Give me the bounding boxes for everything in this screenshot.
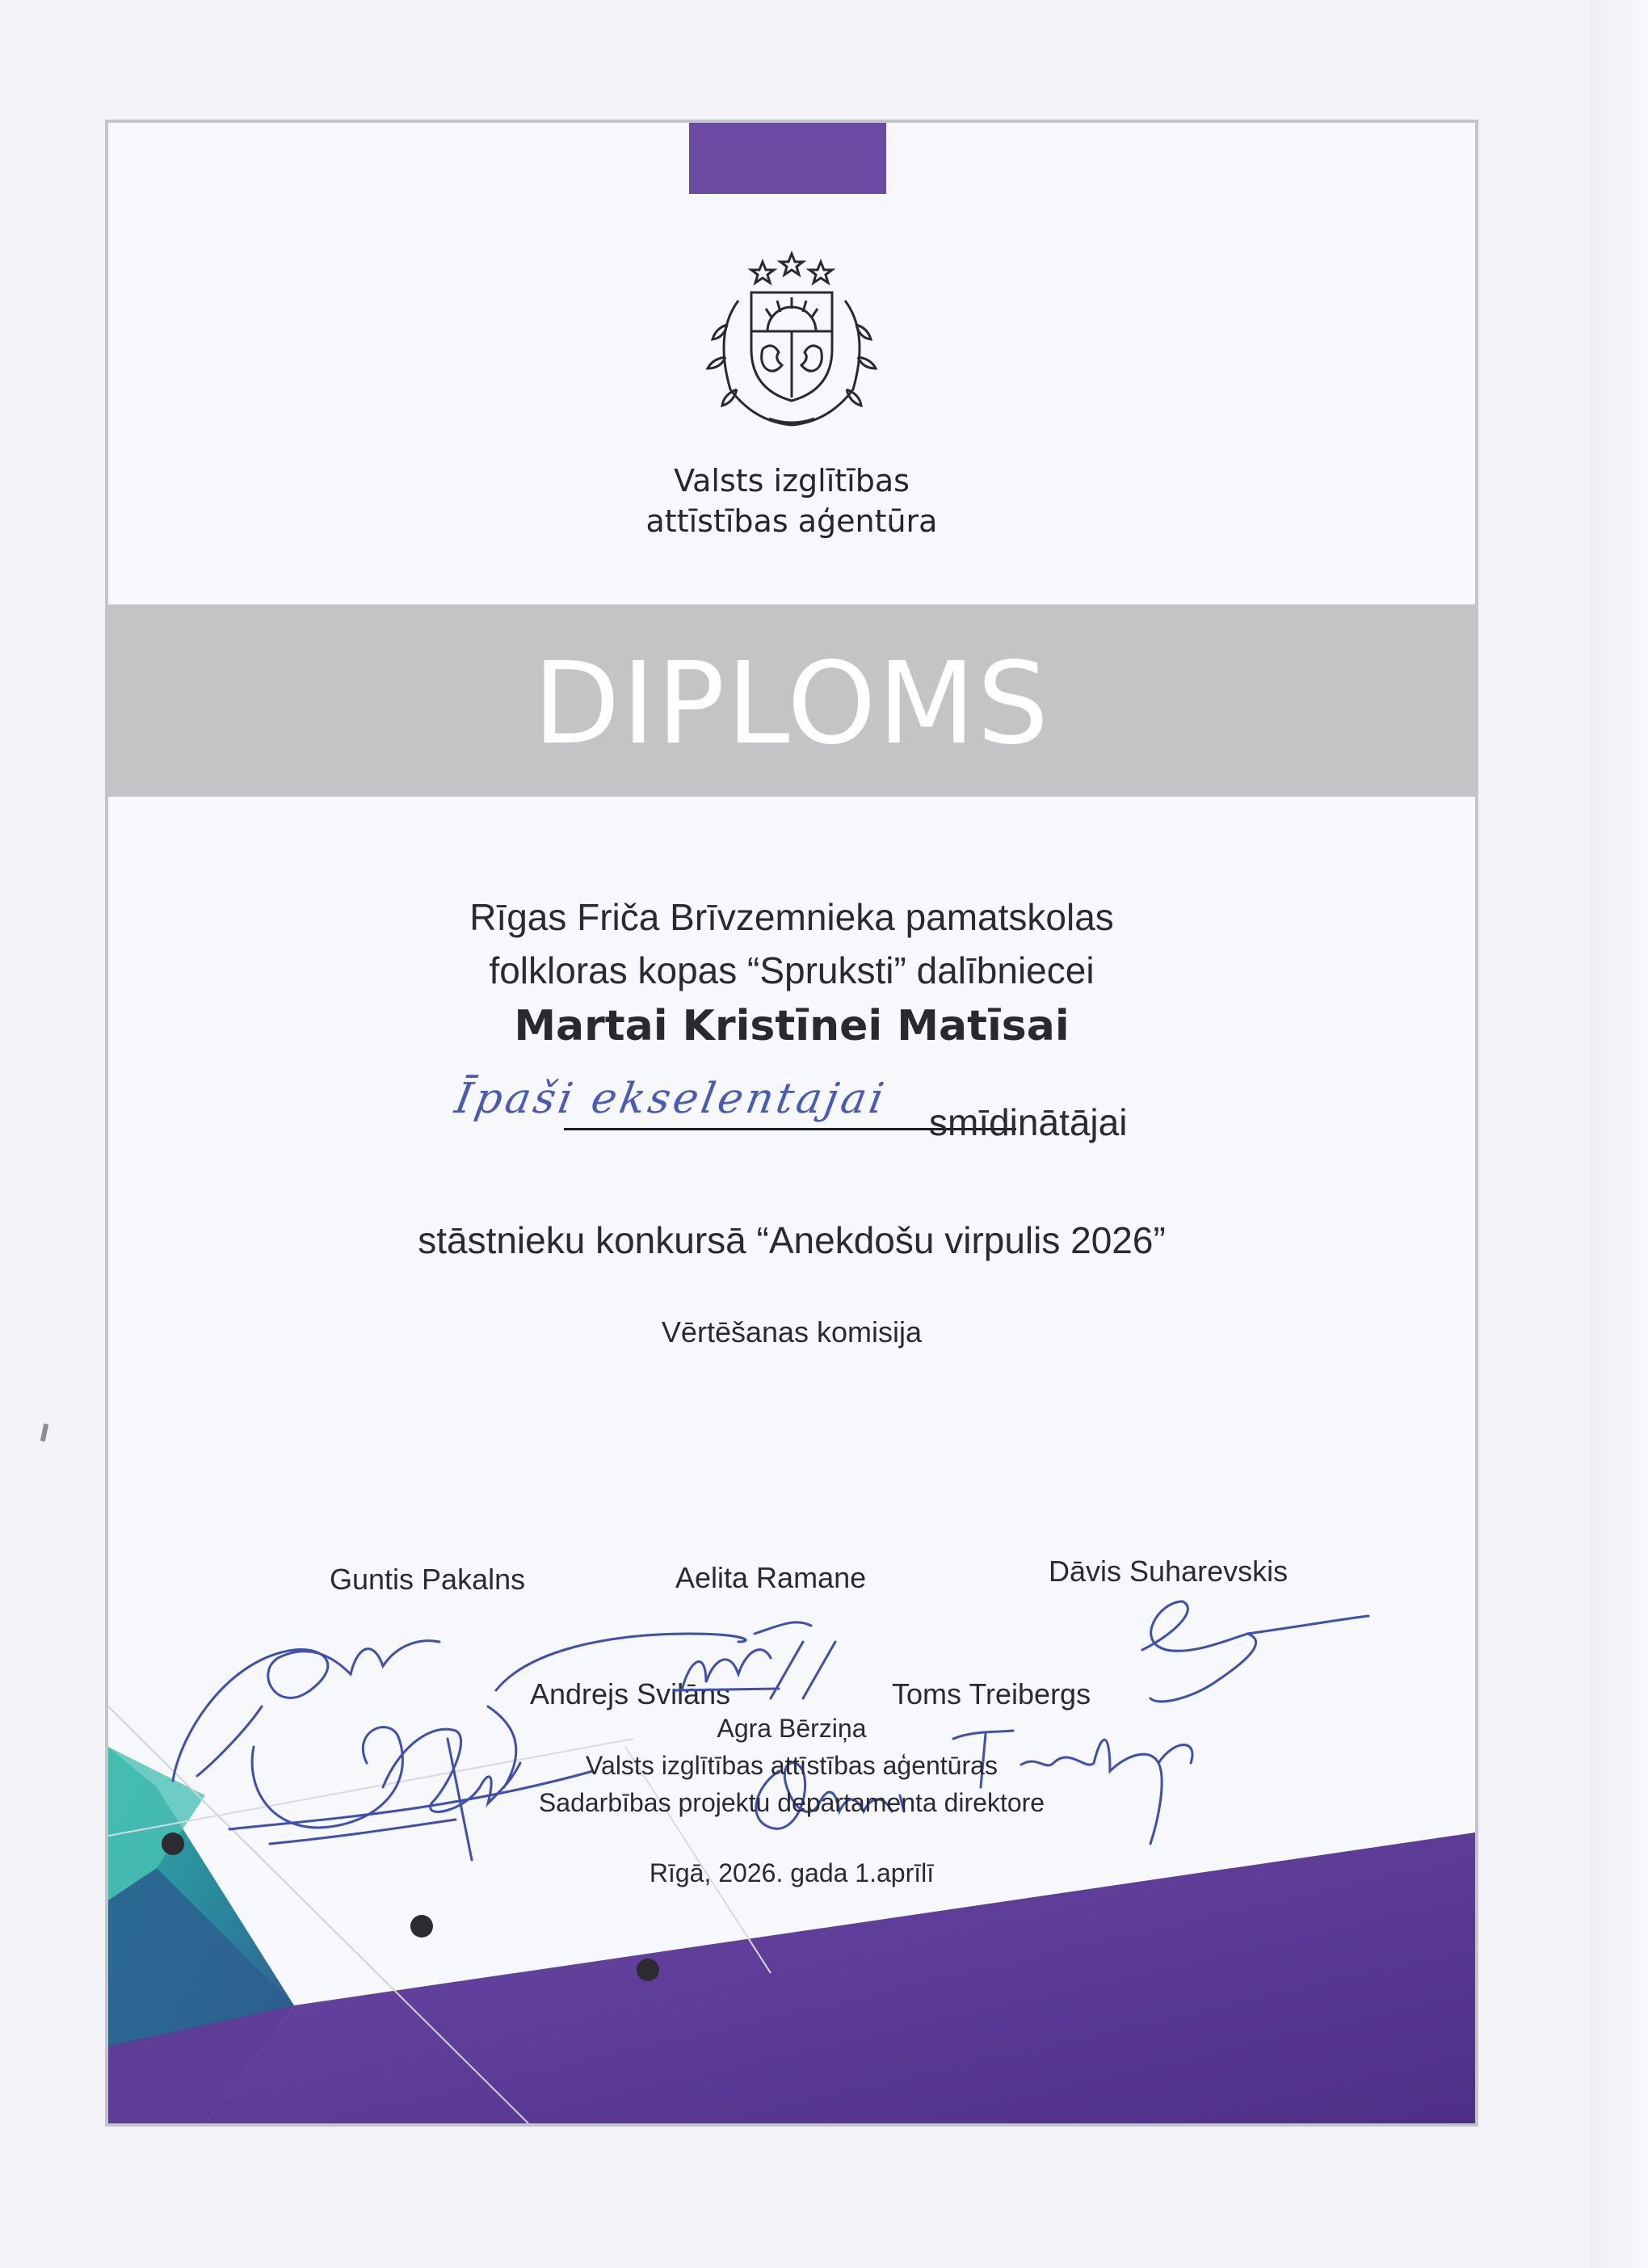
coat-of-arms-icon	[688, 228, 895, 435]
director-block	[108, 1710, 1475, 1821]
member-toms-treibergs: Toms Treibergs	[892, 1677, 1091, 1710]
dot	[410, 1915, 433, 1938]
member-guntis-pakalns: Guntis Pakalns	[330, 1563, 526, 1596]
place-date: Rīgā, 2026. gada 1.aprīlī	[649, 1858, 935, 1887]
director-title-line1: Valsts izglītības attīstības aģentūras	[586, 1751, 998, 1780]
school-line1: Rīgas Friča Brīvzemnieka pamatskolas	[469, 896, 1114, 938]
document-title: DIPLOMS	[532, 638, 1051, 770]
member-davis-suharevskis: Dāvis Suharevskis	[1049, 1555, 1289, 1588]
dot	[162, 1832, 184, 1855]
dot	[637, 1959, 659, 1981]
contest-text: stāstnieku konkursā “Anekdošu virpulis 2026”	[418, 1219, 1166, 1261]
member-andrejs-svilans: Andrejs Svilāns	[530, 1677, 731, 1710]
commission-heading: Vērtēšanas komisija	[661, 1315, 923, 1349]
award-handwritten: Īpaši ekselentajai	[451, 1075, 891, 1123]
diploma-sheet	[105, 120, 1478, 2127]
agency-name	[108, 461, 1475, 541]
agency-name-line2: attīstības aģentūra	[645, 503, 938, 539]
director-title-line2: Sadarbības projektu departamenta direktore	[538, 1788, 1045, 1817]
school-text	[108, 890, 1475, 997]
scan-background	[1590, 0, 1648, 2268]
school-line2: folkloras kopas “Spruksti” dalībniecei	[489, 949, 1095, 991]
director-name: Agra Bērziņa	[717, 1714, 867, 1743]
award-suffix: smīdinātājai	[929, 1101, 1128, 1143]
purple-tab	[689, 123, 886, 194]
member-aelita-ramane: Aelita Ramane	[675, 1561, 867, 1594]
recipient-name: Martai Kristīnei Matīsai	[514, 1002, 1070, 1050]
agency-name-line1: Valsts izglītības	[674, 463, 910, 499]
scan-speck	[40, 1424, 48, 1442]
